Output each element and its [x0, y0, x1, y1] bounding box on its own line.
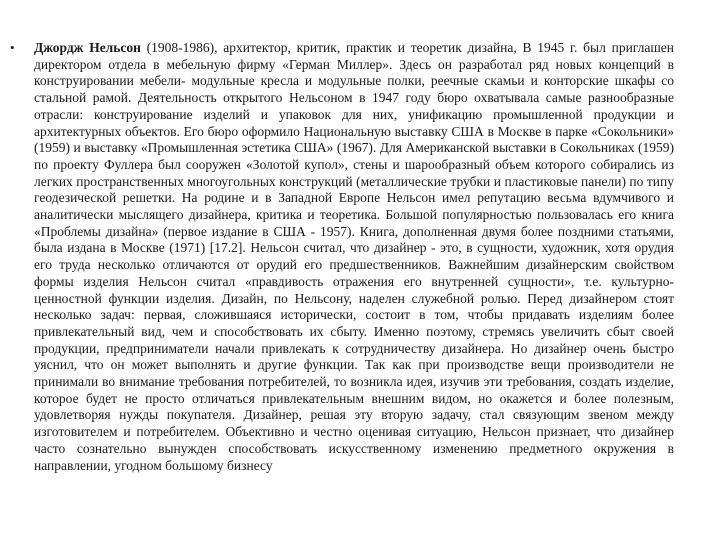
- author-name: Джордж Нельсон: [34, 40, 141, 55]
- paragraph-text: (1908-1986), архитектор, критик, практик и теоретик дизайна, В 1945 г. был приглашен директором отдела в мебельную фирму «Герман Миллер». Здесь он разработал ряд новых концепций в конструировании мебели- модульные кресла и модульные полки, реечные скамьи и конторские шкафы со стальной рамой. Деятельность открытого Нельсоном в 1947 году бюро охватывала самые разнообразные отрасли: конструирование изделий и упаковок для них, унификацию промышленной продукции и архитектурных объектов. Его бюро оформило Национальную выставку США в Москве в парке «Сокольники» (1959) и выставку «Промышленная эстетика США» (1967). Для Американской выставки в Сокольниках (1959) по проекту Фуллера был сооружен «Золотой купол», стены и шарообразный объем которого собирались из легких пространственных многоугольных конструкций (металлические трубки и пластиковые панели) по типу геодезической решетки. На родине и в Западной Европе Нельсон имел репутацию весьма вдумчивого и аналитически мыслящего дизайнера, критика и теоретика. Большой популярностью пользовалась его книга «Проблемы дизайна» (первое издание в США - 1957). Книга, дополненная двумя более поздними статьями, была издана в Москве (1971) [17.2]. Нельсон считал, что дизайнер - это, в сущности, художник, хотя орудия его труда несколько отличаются от орудий его предшественников. Важнейшим дизайнерским свойством формы изделия Нельсон считал «правдивость отражения его внутренней сущности», т.е. культурно-ценностной функции изделия. Дизайн, по Нельсону, наделен служебной ролью. Перед дизайнером стоят несколько задач: первая, сложившаяся исторически, состоит в том, чтобы придавать изделиям более привлекательный вид, чем и способствовать их сбыту. Именно поэтому, стремясь увеличить сбыт своей продукции, предприниматели начали привлекать к сотрудничеству дизайнера. Но дизайнер очень быстро уяснил, что он может выполнять и другие функции. Так как при производстве вещи производители не принимали во внимание требования потребителей, то возникла идея, изучив эти требования, создать изделие, которое будет не просто отличаться привлекательным внешним видом, но окажется и более полезным, удовлетворяя нужды покупателя. Дизайнер, решая эту вторую задачу, стал связующим звеном между изготовителем и потребителем. Объективно и честно оценивая ситуацию, Нельсон признает, что дизайнер часто сознательно вынужден способствовать искусственному изменению предметного окружения в направлении, угодном большому бизнесу: [34, 40, 674, 473]
- bullet-point: •: [10, 40, 15, 55]
- body-paragraph: [34, 40, 674, 474]
